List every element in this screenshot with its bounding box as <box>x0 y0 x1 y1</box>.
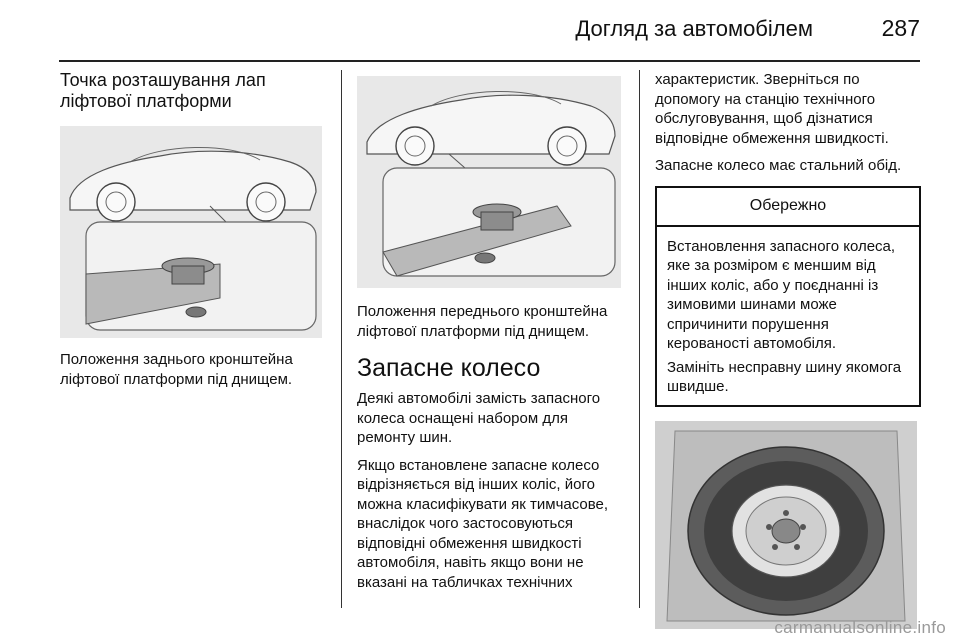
header-title: Догляд за автомобілем <box>575 16 813 41</box>
page-number: 287 <box>881 15 920 41</box>
caution-title: Обережно <box>657 188 919 227</box>
column-2 <box>357 70 625 600</box>
spare-wheel-heading: Запасне колесо <box>357 354 541 382</box>
front-lift-caption: Положення переднього кронштейна ліфтової платформи під днищем. <box>357 303 608 340</box>
rear-lift-point-figure <box>60 126 322 338</box>
rear-lift-caption: Положення заднього кронштейна ліфтової платформи під днищем. <box>60 351 293 388</box>
caution-body <box>657 227 919 405</box>
caution-text-2: Замініть несправну шину якомога швидше. <box>667 358 902 395</box>
continued-paragraph: характеристик. Зверніться по допомогу на станцію технічного обслуговування, щоб дізнатися відповідне обмеження швидкості. <box>655 71 889 147</box>
spare-wheel-illustration <box>655 421 917 629</box>
spare-wheel-paragraph-2: Якщо встановлене запасне колесо відрізняється від інших коліс, його можна класифікувати як тимчасове, внаслідок чого застосовуються відповідні обмеження швидкості автомобіля, навіть якщо вони не вказані на табличках технічних <box>357 456 609 591</box>
column-divider-2 <box>639 70 640 608</box>
caution-box <box>655 186 921 407</box>
watermark: carmanualsonline.info <box>774 618 946 637</box>
front-lift-illustration <box>357 76 621 288</box>
spare-wheel-paragraph-1: Деякі автомобілі замість запасного колеса оснащені набором для ремонту шин. <box>357 390 601 446</box>
front-lift-point-figure <box>357 76 621 288</box>
column-3 <box>655 70 921 629</box>
lift-point-heading: Точка розташування лап ліфтової платформи <box>60 70 266 111</box>
rear-lift-illustration <box>60 126 322 338</box>
header-rule <box>59 60 920 62</box>
caution-text-1: Встановлення запасного колеса, яке за розміром є меншим від інших коліс, або у поєднанні із зимовими шинами може спричинити порушення керованості автомобіля. <box>667 237 896 352</box>
column-divider-1 <box>341 70 342 608</box>
steel-rim-paragraph: Запасне колесо має стальний обід. <box>655 157 902 174</box>
spare-wheel-figure <box>655 421 917 629</box>
column-1 <box>60 70 326 397</box>
